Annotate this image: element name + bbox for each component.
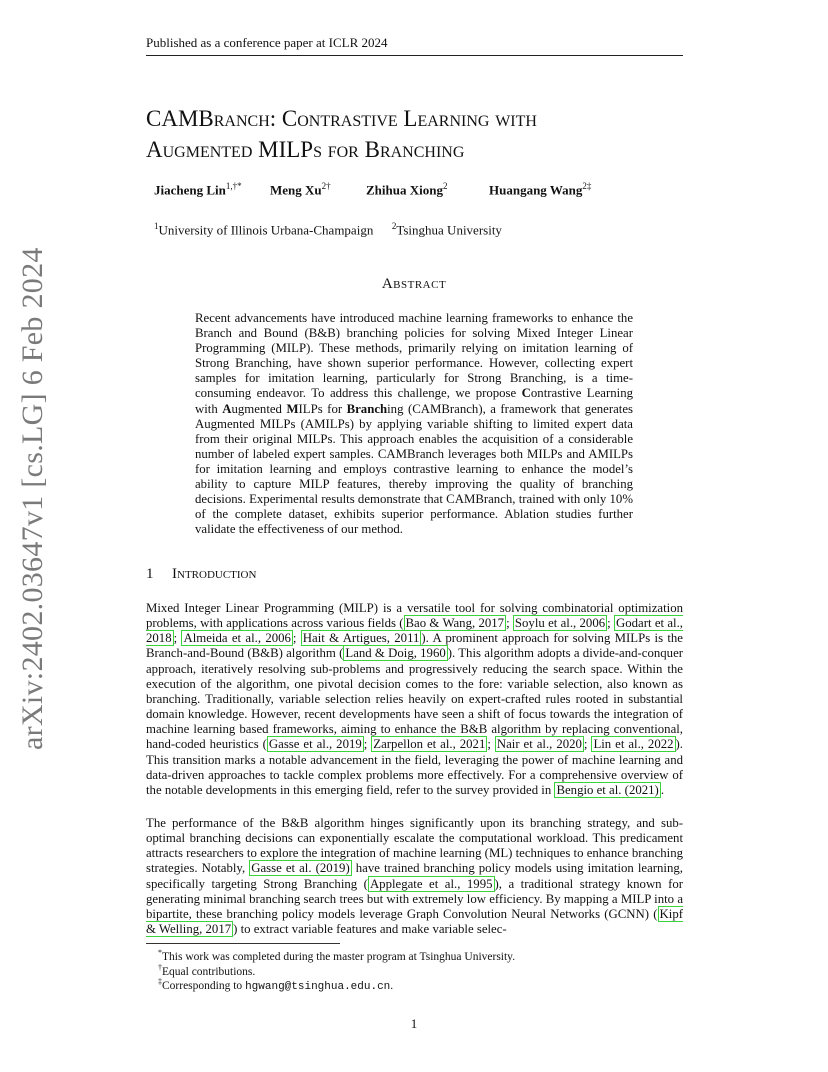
arxiv-identifier: arXiv:2402.03647v1 [cs.LG] 6 Feb 2024 xyxy=(16,247,49,750)
email-link[interactable]: hgwang@tsinghua.edu.cn xyxy=(245,980,391,993)
abstract-heading: Abstract xyxy=(381,276,447,292)
page-number: 1 xyxy=(410,1016,418,1031)
intro-paragraph-1: Mixed Integer Linear Programming (MILP) is a versatile tool for solving combinatorial optimization problems, with applications across various fields ( Bao & Wang, 2017 ; Soylu et al., 2006 ; Godart et al., 2018 ; Almeida et al., 2006 ; Hait & Artigues, 2011 ). A prominent approach for solving MILPs is the Branch-and-Bound (B&B) algorithm ( Land & Doig, 1960 ). This algorithm adopts a divide-and-conquer approach, iteratively resolving sub-problems and progressively reducing the search space. Within the execution of the algorithm, one pivotal decision comes to the fore: variable selection, also known as branching. Traditionally, variable selection relies heavily on expert-crafted rules rooted in substantial domain knowledge. However, recent developments have seen a shift of focus towards the integration of machine learning based frameworks, aiming to enhance the B&B algorithm by replacing conventional, hand-coded heuristics ( Gasse et al., 2019 ; Zarpellon et al., 2021 ; Nair et al., 2020 ; Lin et al., 2022 ). This transition marks a notable advancement in the field, leveraging the power of machine learning and data-driven approaches to tackle complex problems more effectively. For a comprehensive overview of the notable developments in this emerging field, refer to the survey provided in Bengio et al. (2021) . xyxy=(146,601,684,797)
citation-link[interactable]: Almeida et al., 2006 xyxy=(183,631,291,646)
citation-link[interactable]: Bao & Wang, 2017 xyxy=(405,616,505,631)
citation-link[interactable]: Applegate et al., 1995 xyxy=(369,876,493,891)
author: Zhihua Xiong$^2$ xyxy=(366,181,448,198)
citation-link[interactable]: Kipf & Welling, 2017 xyxy=(146,906,683,937)
footnote: *This work was completed during the master program at Tsinghua University. xyxy=(158,948,516,963)
citation-link[interactable]: Godart et al., 2018 xyxy=(146,616,683,646)
author: Meng $Xu^{2\dagger}$ xyxy=(270,181,331,198)
author: Jiacheng Lin$^{1,\dagger*}$ xyxy=(154,181,242,198)
citation-link[interactable]: Land & Doig, 1960 xyxy=(345,646,446,661)
footnote-rule xyxy=(146,943,340,944)
footnote: ‡Corresponding to hgwang@tsinghua.edu.cn. xyxy=(158,977,394,993)
title-line-1: CAMBranch: Contrastive Learning with xyxy=(146,106,537,131)
title-line-2: Augmented MILPs for Branching xyxy=(146,137,465,162)
citation-link[interactable]: Zarpellon et al., 2021 xyxy=(373,737,486,752)
citation-link[interactable]: Bengio et al. (2021) xyxy=(556,782,659,797)
citation-link[interactable]: Hait & Artigues, 2011 xyxy=(302,631,420,646)
citation-link[interactable]: Gasse et al. (2019) xyxy=(251,861,350,876)
abstract-text: Recent advancements have introduced machine learning frameworks to enhance the Branch and Bound (B&B) branching policies for solving Mixed Integer Linear Programming (MILP). These methods, primarily relying on imitation learning of Strong Branching, have shown superior performance. However, collecting expert samples for imitation learning, particularly for Strong Branching, is a time-consuming endeavor. To address this challenge, we propose Contrastive Learning with Augmented MILPs for Branching (CAMBranch), a framework that generates Augmented MILPs (AMILPs) by applying variable shifting to limited expert data from their original MILPs. This approach enables the acquisition of a considerable number of labeled expert samples. CAMBranch leverages both MILPs and AMILPs for imitation learning and employs contrastive learning to enhance the model’s ability to capture MILP features, thereby improving the quality of branching decisions. Experimental results demonstrate that CAMBranch, trained with only 10% of the complete dataset, exhibits superior performance. Ablation studies further validate the effectiveness of our method. xyxy=(195,311,634,537)
author: Huangang Wang$^{2\ddagger}$ xyxy=(489,181,592,198)
intro-paragraph-2: The performance of the B&B algorithm hinges significantly upon its branching strategy, and sub-optimal branching decisions can exponentially escalate the computational workload. This predicament attracts researchers to explore the integration of machine learning (ML) techniques to enhance branching strategies. Notably, Gasse et al. (2019) have trained branching policy models using imitation learning, specifically targeting Strong Branching ( Applegate et al., 1995 ), a traditional strategy known for generating minimal branching search trees but with extremely low efficiency. By mapping a MILP into a bipartite, these branching policy models leverage Graph Convolution Neural Networks (GCNN) ( Kipf & Welling, 2017 ) to extract variable features and make variable selec- xyxy=(146,816,683,937)
running-header: Published as a conference paper at ICLR 2024 xyxy=(146,35,683,56)
footnote: †Equal contributions. xyxy=(158,963,256,978)
citation-link[interactable]: Soylu et al., 2006 xyxy=(514,616,606,631)
section-heading-introduction: 1 Introduction xyxy=(146,566,257,582)
citation-link[interactable]: Nair et al., 2020 xyxy=(496,737,582,752)
citation-link[interactable]: Lin et al., 2022 xyxy=(593,737,674,752)
affiliations: $^1$University of Illinois Urbana-Champaign $^2$Tsinghua University xyxy=(154,221,502,238)
citation-link[interactable]: Gasse et al., 2019 xyxy=(268,737,362,752)
paper-title xyxy=(146,103,706,165)
